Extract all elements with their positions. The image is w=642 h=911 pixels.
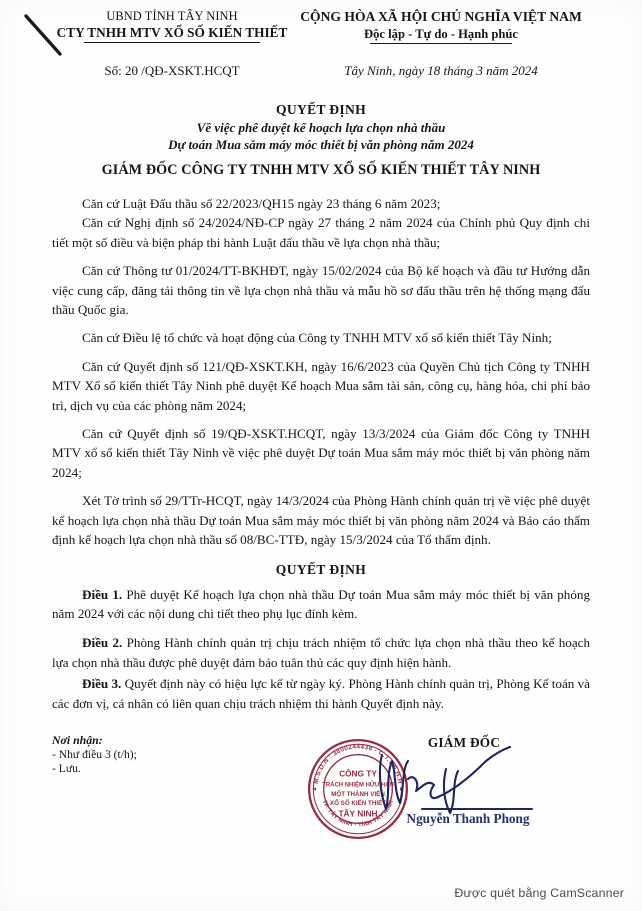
article-label: Điều 2. bbox=[82, 635, 123, 651]
document-sheet bbox=[52, 8, 590, 827]
seal-line-4: XỔ SỐ KIẾN THIẾT bbox=[329, 800, 387, 808]
preamble-paragraph: Căn cứ Điều lệ tổ chức và hoạt động của Công ty TNHH MTV xổ số kiến thiết Tây Ninh; bbox=[82, 330, 552, 346]
article-item bbox=[52, 633, 590, 672]
recipients-block bbox=[52, 733, 302, 827]
preamble-paragraph: Căn cứ Quyết định số 121/QĐ-XSKT.KH, ngày 16/6/2023 của Quyền Chủ tịch Công ty TNHH MTV Xổ số kiến thiết Tây Ninh phê duyệt Kế hoạch Mua sắm tài sản, công cụ, hàng hóa, chi phí bảo trì, dịch vụ của các phòng năm 2024; bbox=[52, 358, 590, 413]
article-label: Điều 1. bbox=[82, 586, 123, 602]
recipients-heading: Nơi nhận: bbox=[52, 732, 103, 747]
document-title-block bbox=[52, 101, 590, 180]
article-text: Phòng Hành chính quản trị chịu trách nhiệm tổ chức lựa chọn nhà thầu theo kế hoạch lựa chọn nhà thầu được phê duyệt đảm bảo tuân thủ các quy định hiện hành. bbox=[52, 635, 590, 670]
document-footer bbox=[52, 733, 590, 827]
seal-line-2: TRÁCH NHIỆM HỮU HẠN bbox=[322, 782, 394, 789]
article-item bbox=[52, 674, 590, 713]
national-title: CỘNG HÒA XÃ HỘI CHỦ NGHĨA VIỆT NAM bbox=[300, 9, 582, 24]
preamble-paragraph: Căn cứ Quyết định số 19/QĐ-XSKT.HCQT, ngày 13/3/2024 của Giám đốc Công ty TNHH MTV xổ số kiến thiết Tây Ninh về việc phê duyệt Dự toán Mua sắm máy móc thiết bị văn phòng năm 2024; bbox=[52, 426, 590, 480]
preamble-paragraph: Xét Tờ trình số 29/TTr-HCQT, ngày 14/3/2024 của Phòng Hành chính quản trị về việc phê duyệt kế hoạch lựa chọn nhà thầu Dự toán Mua sắm máy móc thiết bị văn phòng năm 2024 và Báo cáo thẩm định kế hoạch lựa chọn nhà thầu số 08/BC-TTĐ, ngày 15/3/2024 của Tổ thẩm định. bbox=[52, 493, 590, 548]
recipient-item: - Như điều 3 (t/h); bbox=[52, 747, 137, 761]
article-text: Quyết định này có hiệu lực kể từ ngày ký. Phòng Hành chính quản trị, Phòng Kế toán và các đơn vị, cá nhân có liên quan chịu trách nhiệm thi hành Quyết định này. bbox=[52, 676, 590, 711]
national-motto: Độc lập - Tự do - Hạnh phúc bbox=[364, 27, 518, 41]
signer-name: Nguyễn Thanh Phong bbox=[406, 810, 530, 826]
place-and-date: Tây Ninh, ngày 18 tháng 3 năm 2024 bbox=[344, 63, 538, 78]
signature-block bbox=[302, 733, 590, 827]
document-number: Số: 20 /QĐ-XSKT.HCQT bbox=[104, 63, 240, 78]
issuing-authority-block bbox=[52, 8, 292, 43]
document-meta-row bbox=[52, 63, 590, 79]
document-title: QUYẾT ĐỊNH bbox=[276, 102, 366, 117]
preamble-paragraph: Căn cứ Luật Đấu thầu số 22/2023/QH15 ngày 23 tháng 6 năm 2023; bbox=[82, 196, 441, 211]
seal-line-5: TÂY NINH bbox=[338, 808, 378, 819]
document-subtitle-line-1: Về việc phê duyệt kế hoạch lựa chọn nhà thầu bbox=[196, 120, 446, 135]
preamble-paragraph: Căn cứ Nghị định số 24/2024/NĐ-CP ngày 27 tháng 2 năm 2024 của Chính phủ Quy định chi tiết một số điều và biện pháp thi hành Luật đấu thầu về lựa chọn nhà thầu; bbox=[52, 215, 590, 250]
article-label: Điều 3. bbox=[82, 676, 122, 692]
preamble-paragraph: Căn cứ Thông tư 01/2024/TT-BKHĐT, ngày 15/02/2024 của Bộ kế hoạch và đầu tư Hướng dẫn việc cung cấp, đăng tải thông tin về lựa chọn nhà thầu và mẫu hồ sơ đấu thầu trên hệ thống mạng đấu thầu Quốc gia. bbox=[52, 263, 590, 318]
preamble-block bbox=[52, 194, 590, 550]
signer-title: GIÁM ĐỐC bbox=[427, 734, 501, 750]
document-subtitle-line-2: Dự toán Mua sắm máy móc thiết bị văn phòng năm 2024 bbox=[168, 137, 474, 152]
national-heading-block bbox=[292, 8, 590, 43]
seal-arc-bottom-text: TP. TÂY NINH - TỈNH TÂY NINH bbox=[320, 799, 396, 829]
camscanner-watermark: Được quét bằng CamScanner bbox=[454, 886, 624, 900]
article-item bbox=[52, 585, 590, 624]
articles-block bbox=[52, 585, 590, 713]
province-authority-line: UBND TỈNH TÂY NINH bbox=[106, 9, 238, 23]
seal-line-3: MỘT THÀNH VIÊN bbox=[331, 790, 385, 798]
pen-stroke-mark bbox=[20, 10, 76, 66]
decision-heading: QUYẾT ĐỊNH bbox=[275, 561, 367, 577]
issuer-title: GIÁM ĐỐC CÔNG TY TNHH MTV XỔ SỐ KIẾN THIẾT TÂY NINH bbox=[101, 162, 541, 178]
recipient-item: - Lưu. bbox=[52, 762, 81, 776]
seal-arc-top-text: M.S.D.N : 3800244438 - C.T.T.N.H.H bbox=[312, 743, 404, 785]
seal-line-1: CÔNG TY bbox=[339, 768, 377, 779]
company-name-line: CTY TNHH MTV XỔ SỐ KIẾN THIẾT bbox=[56, 25, 288, 40]
article-text: Phê duyệt Kế hoạch lựa chọn nhà thầu Dự toán Mua sắm máy móc thiết bị văn phóng năm 2024 với các nội dung chi tiết theo phụ lục đính kèm. bbox=[52, 586, 590, 621]
document-header bbox=[52, 8, 590, 43]
